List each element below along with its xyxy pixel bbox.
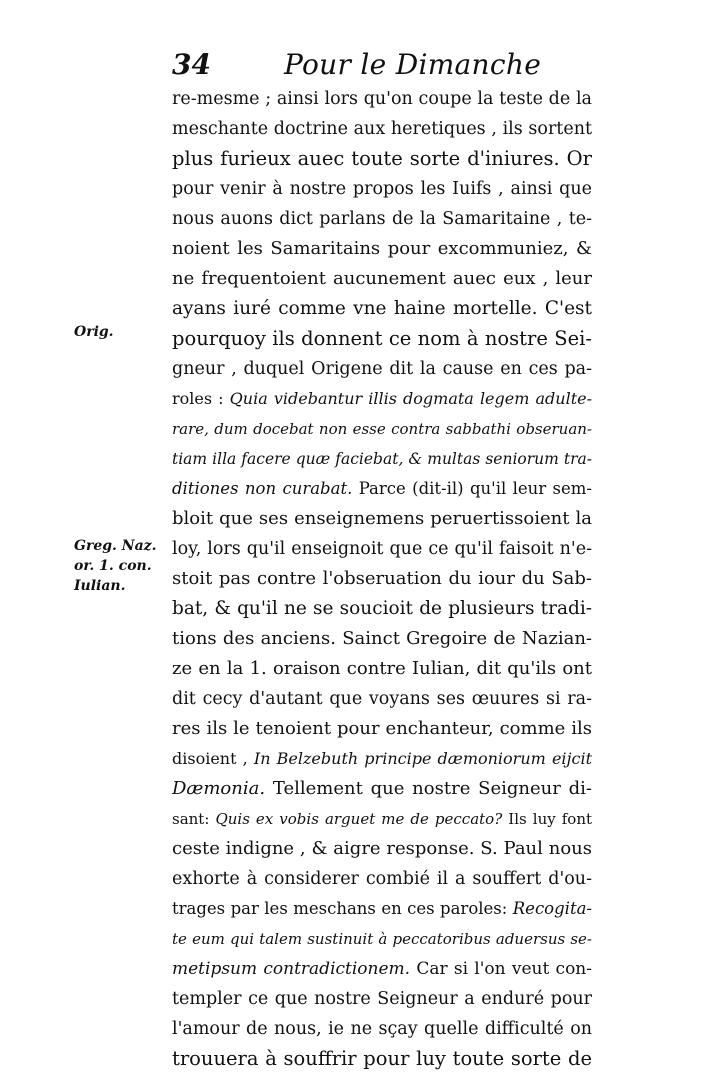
- latin-quote-segment: Dæmonia.: [172, 778, 266, 799]
- text-line: [172, 264, 592, 294]
- text-line: [172, 534, 592, 564]
- text-segment: pourquoy ils donnent ce nom à nostre Sei-: [172, 327, 592, 350]
- text-line: [172, 504, 592, 534]
- text-line: [172, 714, 592, 744]
- text-segment: Ils luy font: [502, 810, 593, 828]
- latin-quote-segment: Quia videbantur illis dogmata legem adulte-: [229, 389, 593, 408]
- text-line: [172, 744, 592, 774]
- text-segment: stoit pas contre l'obseruation du iour du Sab-: [172, 568, 592, 589]
- latin-quote-segment: Recogita-: [512, 899, 592, 918]
- text-line: [172, 174, 592, 204]
- text-segment: trouuera à souffrir pour luy toute sorte de: [172, 1047, 592, 1070]
- text-line: [172, 474, 592, 504]
- text-line: [172, 204, 592, 234]
- text-line: [172, 384, 592, 414]
- text-line: [172, 414, 592, 444]
- latin-quote-segment: Quis ex vobis arguet me de peccato?: [215, 810, 503, 828]
- text-segment: Car si l'on veut con-: [410, 959, 592, 979]
- text-segment: disoient ,: [172, 749, 254, 768]
- page-number: 34: [172, 48, 211, 81]
- body-text: [172, 84, 592, 1074]
- text-line: [172, 234, 592, 264]
- text-segment: bloit que ses enseignemens peruertissoient la: [172, 508, 592, 529]
- text-line: [172, 444, 592, 474]
- text-line: [172, 924, 592, 954]
- text-line: [172, 114, 592, 144]
- text-segment: pour venir à nostre propos les Iuifs , ainsi que: [172, 179, 592, 199]
- text-line: [172, 84, 592, 114]
- text-line: [172, 684, 592, 714]
- text-line: [172, 654, 592, 684]
- text-segment: noient les Samaritains pour excommuniez, &: [172, 238, 592, 259]
- text-segment: ne frequentoient aucunement auec eux , leur: [172, 268, 592, 289]
- text-line: [172, 864, 592, 894]
- text-line: [172, 774, 592, 804]
- text-line: [172, 324, 592, 354]
- text-segment: re-mesme ; ainsi lors qu'on coupe la teste de la: [172, 89, 592, 109]
- text-segment: sant:: [172, 810, 216, 828]
- text-line: [172, 834, 592, 864]
- text-segment: loy, lors qu'il enseignoit que ce qu'il faisoit n'e-: [172, 539, 592, 559]
- text-segment: plus furieux auec toute sorte d'iniures. Or: [172, 147, 592, 170]
- text-line: [172, 954, 592, 984]
- text-segment: tions des anciens. Sainct Gregoire de Nazian-: [172, 628, 592, 649]
- text-segment: templer ce que nostre Seigneur a enduré pour: [172, 989, 592, 1009]
- text-segment: dit cecy d'autant que voyans ses œuures si ra-: [172, 689, 592, 709]
- text-line: [172, 354, 592, 384]
- latin-quote-segment: metipsum contradictionem.: [172, 959, 411, 979]
- latin-quote-segment: te eum qui talem sustinuit à peccatoribus aduersus se-: [172, 930, 592, 948]
- text-line: [172, 294, 592, 324]
- text-line: [172, 594, 592, 624]
- text-segment: meschante doctrine aux heretiques , ils sortent: [172, 119, 592, 139]
- text-segment: trages par les meschans en ces paroles:: [172, 899, 513, 918]
- text-line: [172, 144, 592, 174]
- text-segment: gneur , duquel Origene dit la cause en ces pa-: [172, 359, 592, 379]
- text-line: [172, 804, 592, 834]
- text-segment: ayans iuré comme vne haine mortelle. C'est: [172, 298, 592, 319]
- margin-note-origen: Orig.: [74, 324, 114, 340]
- latin-quote-segment: ditiones non curabat.: [172, 479, 353, 498]
- text-line: [172, 894, 592, 924]
- latin-quote-segment: In Belzebuth principe dæmoniorum eijcit: [253, 749, 593, 768]
- text-line: [172, 1044, 592, 1074]
- latin-quote-segment: rare, dum docebat non esse contra sabbathi obseruan-: [172, 420, 592, 438]
- text-segment: bat, & qu'il ne se soucioit de plusieurs tradi-: [172, 598, 592, 619]
- text-segment: ze en la 1. oraison contre Iulian, dit qu'ils ont: [172, 658, 592, 679]
- text-line: [172, 984, 592, 1014]
- text-segment: res ils le tenoient pour enchanteur, comme ils: [172, 718, 592, 739]
- text-segment: nous auons dict parlans de la Samaritaine , te-: [172, 209, 592, 229]
- page-header: [172, 48, 592, 88]
- running-title: Pour le Dimanche: [284, 48, 542, 81]
- text-segment: Tellement que nostre Seigneur di-: [265, 778, 592, 799]
- text-line: [172, 564, 592, 594]
- text-segment: Parce (dit-il) qu'il leur sem-: [352, 479, 592, 498]
- latin-quote-segment: tiam illa facere quæ faciebat, & multas seniorum tra-: [172, 450, 592, 468]
- margin-note-gregory-2: or. 1. con.: [74, 558, 152, 574]
- text-line: [172, 624, 592, 654]
- margin-note-gregory-1: Greg. Naz.: [74, 538, 157, 554]
- text-segment: roles :: [172, 389, 230, 408]
- text-segment: l'amour de nous, ie ne sçay quelle difficulté on: [172, 1019, 592, 1039]
- margin-note-gregory-3: Iulian.: [74, 578, 126, 594]
- text-line: [172, 1014, 592, 1044]
- text-segment: exhorte à considerer combié il a souffert d'ou-: [172, 869, 592, 889]
- text-segment: ceste indigne , & aigre response. S. Paul nous: [172, 838, 592, 859]
